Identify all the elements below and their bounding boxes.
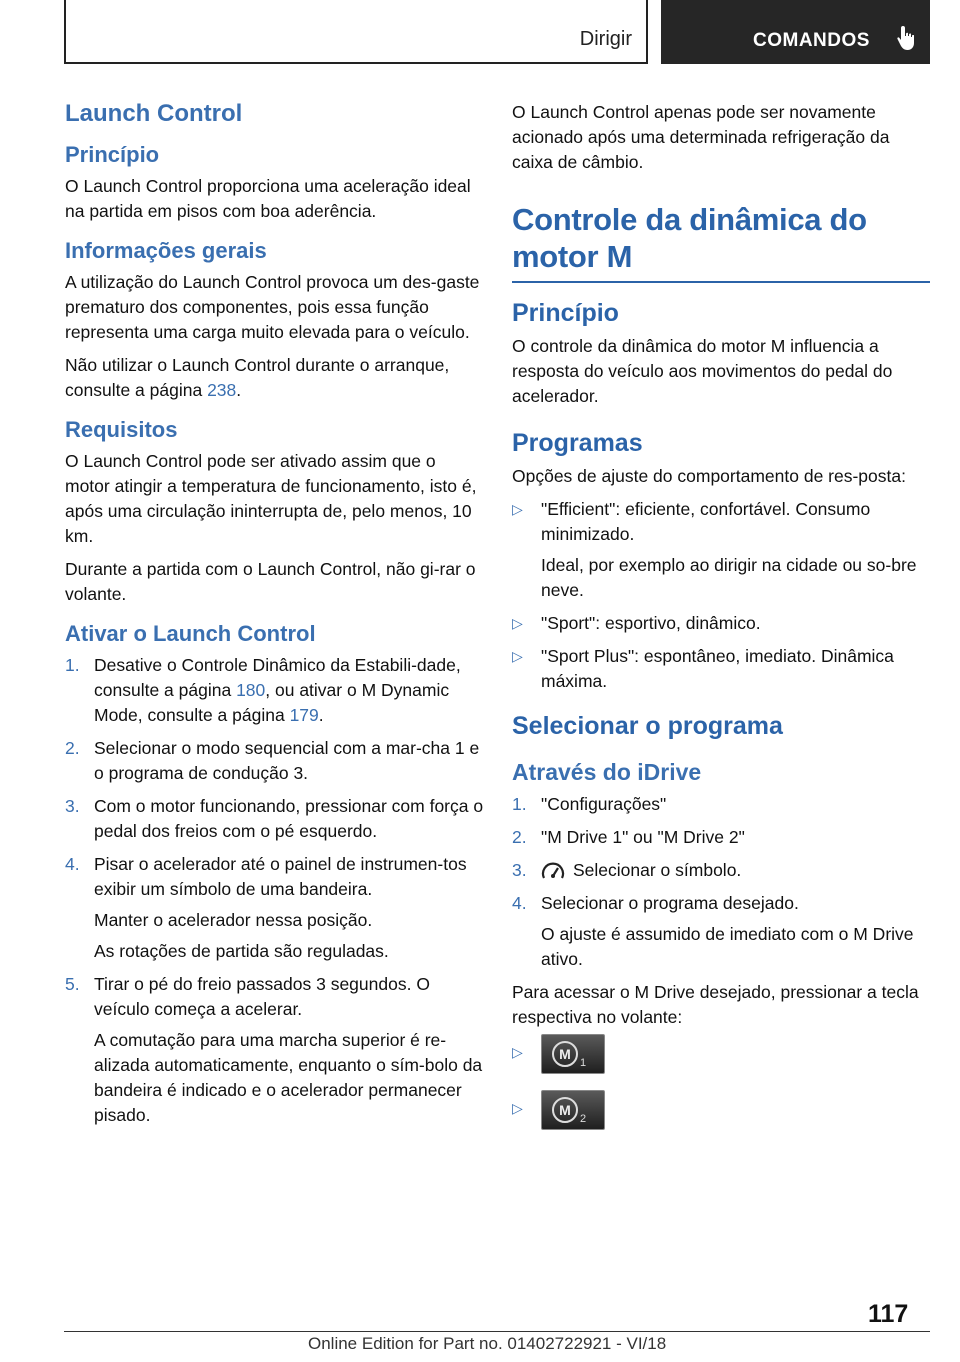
m-drive-1-button xyxy=(541,1034,605,1074)
list-item xyxy=(65,794,485,844)
programas-heading: Programas xyxy=(512,429,643,457)
button-subscript: 2 xyxy=(580,1113,587,1125)
footer-edition: Online Edition for Part no. 01402722921 - VI/18 xyxy=(308,1334,667,1353)
step-subtext: As rotações de partida são reguladas. xyxy=(94,941,389,961)
header-section: Dirigir xyxy=(579,28,632,50)
informacoes-heading: Informações gerais xyxy=(65,238,267,263)
left-column xyxy=(65,100,485,1136)
triangle-bullet-icon: ▷ xyxy=(512,615,523,631)
list-item xyxy=(512,611,930,636)
requisitos-heading: Requisitos xyxy=(65,417,178,442)
programas-text: Opções de ajuste do comportamento de res‐posta: xyxy=(512,466,906,486)
principio-m-text: O controle da dinâmica do motor M influencia a resposta do veículo aos movimentos do pedal do acelerador. xyxy=(512,336,893,406)
informacoes-text-2 xyxy=(65,353,485,403)
page-header xyxy=(64,0,930,64)
m-circle-icon: M xyxy=(552,1097,578,1123)
principio-m-heading: Princípio xyxy=(512,299,619,327)
list-item xyxy=(512,825,930,850)
informacoes-text-1: A utilização do Launch Control provoca um des‐gaste prematuro dos componentes, pois essa função representa uma carga muito elevada para o veículo. xyxy=(65,272,480,342)
step-number: 2. xyxy=(512,827,527,847)
informacoes-text-2b: . xyxy=(236,380,242,400)
step-subtext: Manter o acelerador nessa posição. xyxy=(94,910,373,930)
m-circle-icon: M xyxy=(552,1041,578,1067)
step-text: Tirar o pé do freio passados 3 segundos. O veículo começa a acelerar. xyxy=(94,974,430,1019)
principio-text: O Launch Control proporciona uma aceleração ideal na partida em pisos com boa aderência. xyxy=(65,176,471,221)
requisitos-text-1: O Launch Control pode ser ativado assim que o motor atingir a temperatura de funcionamento, isto é, após uma circulação ininterrupta de, pelo menos, 10 km. xyxy=(65,451,477,546)
button-subscript: 1 xyxy=(580,1057,587,1069)
list-item xyxy=(512,644,930,694)
ativar-steps xyxy=(65,653,485,1128)
step-text: "M Drive 1" ou "M Drive 2" xyxy=(541,827,745,847)
triangle-bullet-icon: ▷ xyxy=(512,1100,523,1116)
step-number: 3. xyxy=(65,796,80,816)
principio-heading: Princípio xyxy=(65,142,160,167)
list-item xyxy=(65,736,485,786)
page-link-238[interactable]: 238 xyxy=(207,380,237,400)
selecionar-heading: Selecionar o programa xyxy=(512,712,783,740)
program-text: "Sport": esportivo, dinâmico. xyxy=(541,613,761,633)
list-item xyxy=(65,852,485,902)
list-item xyxy=(512,858,930,883)
step-number: 2. xyxy=(65,738,80,758)
triangle-bullet-icon: ▷ xyxy=(512,1044,523,1060)
step-number: 1. xyxy=(65,655,80,675)
step-subtext: A comutação para uma marcha superior é re‐alizada automaticamente, enquanto o sím‐bolo da bandeira é indicado e o acelerador permanecer pisado. xyxy=(94,1030,483,1125)
header-chapter-box xyxy=(661,0,930,64)
program-subtext: Ideal, por exemplo ao dirigir na cidade ou so‐bre neve. xyxy=(541,555,917,600)
triangle-bullet-icon: ▷ xyxy=(512,648,523,664)
step-text: Pisar o acelerador até o painel de instrumen‐tos exibir um símbolo de uma bandeira. xyxy=(94,854,467,899)
list-item xyxy=(65,972,485,1022)
step-text: Selecionar o modo sequencial com a mar‐cha 1 e o programa de condução 3. xyxy=(94,738,480,783)
launch-refrigeracao-text: O Launch Control apenas pode ser novamente acionado após uma determinada refrigeração da caixa de câmbio. xyxy=(512,102,890,172)
step-text: Desative o Controle Dinâmico da Estabili‐dade, consulte a página xyxy=(94,655,461,700)
list-item xyxy=(512,1040,930,1080)
step-text: , ou ativar o M Dynamic Mode, consulte a página xyxy=(94,680,450,725)
page-number: 117 xyxy=(868,1300,909,1328)
step-text: . xyxy=(318,705,324,725)
program-text: "Sport Plus": espontâneo, imediato. Dinâmica máxima. xyxy=(541,646,894,691)
page-link-180[interactable]: 180 xyxy=(236,680,266,700)
acessar-text: Para acessar o M Drive desejado, pressionar a tecla respectiva no volante: xyxy=(512,982,919,1027)
launch-control-title: Launch Control xyxy=(65,100,243,127)
step-text: Com o motor funcionando, pressionar com força o pedal dos freios com o pé esquerdo. xyxy=(94,796,484,841)
program-text: "Efficient": eficiente, confortável. Consumo minimizado. xyxy=(541,499,871,544)
step-text: Selecionar o símbolo. xyxy=(573,860,742,880)
step-number: 1. xyxy=(512,794,527,814)
footer-rule xyxy=(64,1331,930,1332)
triangle-bullet-icon: ▷ xyxy=(512,501,523,517)
list-item xyxy=(512,891,930,916)
header-section-box xyxy=(64,0,648,64)
m-drive-2-button xyxy=(541,1090,605,1130)
gauge-icon xyxy=(541,861,565,881)
step-subtext: O ajuste é assumido de imediato com o M Drive ativo. xyxy=(541,924,914,969)
ativar-heading: Ativar o Launch Control xyxy=(65,621,316,646)
list-item xyxy=(512,497,930,547)
requisitos-text-2: Durante a partida com o Launch Control, não gi‐rar o volante. xyxy=(65,559,476,604)
hand-pointer-icon xyxy=(895,24,919,52)
idrive-heading: Através do iDrive xyxy=(512,759,702,785)
header-chapter: COMANDOS xyxy=(753,30,870,51)
list-item xyxy=(65,653,485,728)
step-text: "Configurações" xyxy=(541,794,667,814)
controle-dinamica-title: Controle da dinâmica do motor M xyxy=(512,202,867,274)
step-text: Selecionar o programa desejado. xyxy=(541,893,799,913)
step-number: 4. xyxy=(512,893,527,913)
list-item xyxy=(512,1096,930,1136)
step-number: 3. xyxy=(512,860,527,880)
informacoes-text-2a: Não utilizar o Launch Control durante o arranque, consulte a página xyxy=(65,355,450,400)
list-item xyxy=(512,792,930,817)
step-number: 4. xyxy=(65,854,80,874)
right-column xyxy=(512,100,930,1144)
title-rule xyxy=(512,281,930,283)
page-link-179[interactable]: 179 xyxy=(289,705,319,725)
step-number: 5. xyxy=(65,974,80,994)
